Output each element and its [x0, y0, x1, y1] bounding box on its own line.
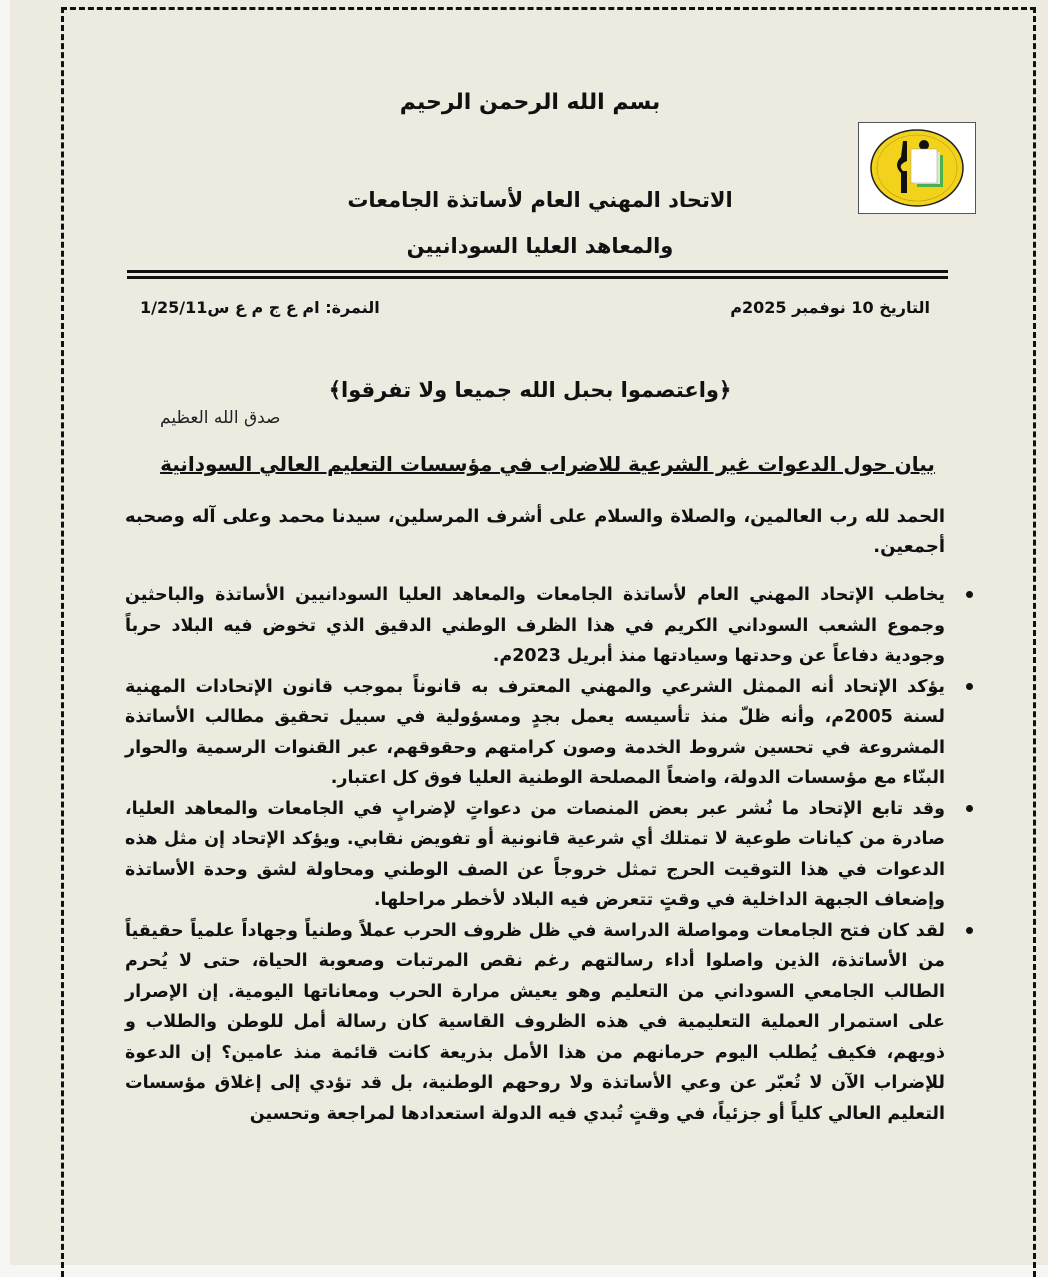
statement-point-text: لقد كان فتح الجامعات ومواصلة الدراسة في ظل ظروف الحرب عملاً وطنياً وجهاداً علمياً حقيقياً من الأساتذة، الذين واصلوا أداء رسالتهم رغم نقص المرتبات وصعوبة الحياة، حتى لا يُحرم الطالب الجامعي السوداني من التعليم وهو يعيش مرارة الحرب ومعاناتها اليومية. إن الإصرار على استمرار العملية التعليمية في هذه الظروف القاسية كان رسالة أمل للوطن والطلاب و ذويهم، فكيف يُطلب اليوم حرمانهم من هذا الأمل بذريعة كانت قائمة منذ عامين؟ إن الدعوة للإضراب الآن لا تُعبّر عن وعي الأساتذة ولا روحهم الوطنية، بل قد تؤدي إلى إغلاق مؤسسات التعليم العالي كلياً أو جزئياً، في وقتٍ تُبدي فيه الدولة استعدادها لمراجعة وتحسين: [125, 920, 945, 1124]
statement-point: [125, 672, 945, 794]
bullet-icon: [966, 805, 973, 812]
bullet-icon: [966, 683, 973, 690]
union-logo: [858, 122, 976, 214]
verse-attribution: صدق الله العظيم: [160, 408, 281, 428]
document-reference-number: النمرة: ام ع ج م ع س1/25/11: [140, 298, 380, 317]
bullet-icon: [966, 591, 973, 598]
organization-name-line-1: الاتحاد المهني العام لأساتذة الجامعات: [347, 188, 733, 212]
statement-point-text: يؤكد الإتحاد أنه الممثل الشرعي والمهني المعترف به قانوناً بموجب قانون الإتحادات المهنية لسنة 2005م، وأنه ظلّ منذ تأسيسه يعمل بجدٍ ومسؤولية في سبيل تحقيق مطالب الأساتذة المشروعة في تحسين شروط الخدمة وصون كرامتهم وحقوقهم، عبر القنوات الرسمية والحوار البنّاء مع مؤسسات الدولة، واضعاً المصلحة الوطنية العليا فوق كل اعتبار.: [125, 676, 945, 788]
statement-title: بيان حول الدعوات غير الشرعية للاضراب في مؤسسات التعليم العالي السودانية: [160, 452, 935, 476]
statement-point: [125, 916, 945, 1130]
bullet-icon: [966, 927, 973, 934]
statement-point-text: يخاطب الإتحاد المهني العام لأساتذة الجامعات والمعاهد العليا السودانيين الأساتذة والباحثين وجموع الشعب السوداني الكريم في هذا الظرف الوطني الدقيق الذي تخوض فيه البلاد حرباً وجودية دفاعاً عن وحدتها وسيادتها منذ أبريل 2023م.: [125, 585, 945, 666]
quran-verse: ﴿واعتصموا بحبل الله جميعا ولا تفرقوا﴾: [328, 378, 732, 402]
statement-point-text: وقد تابع الإتحاد ما نُشر عبر بعض المنصات من دعواتٍ لإضرابٍ في الجامعات والمعاهد العليا، صادرة من كيانات طوعية لا تمتلك أي شرعية قانونية أو تفويض نقابي. ويؤكد الإتحاد إن مثل هذه الدعوات في هذا التوقيت الحرج تمثل خروجاً عن الصف الوطني ومحاولة لشق وحدة الأساتذة وإضعاف الجبهة الداخلية في وقتٍ تتعرض فيه البلاد لأخطر مراحلها.: [125, 798, 945, 910]
basmala: بسم الله الرحمن الرحيم: [399, 90, 661, 115]
document-date: التاريخ 10 نوفمبر 2025م: [730, 298, 930, 317]
statement-points: [125, 580, 970, 1129]
statement-point: [125, 794, 945, 916]
header-divider: [127, 270, 948, 279]
opening-paragraph: الحمد لله رب العالمين، والصلاة والسلام على أشرف المرسلين، سيدنا محمد وعلى آله وصحبه أجمعين.: [125, 506, 945, 557]
organization-name-line-2: والمعاهد العليا السودانيين: [406, 234, 674, 258]
union-emblem-icon: [867, 127, 967, 209]
statement-point: [125, 580, 945, 672]
